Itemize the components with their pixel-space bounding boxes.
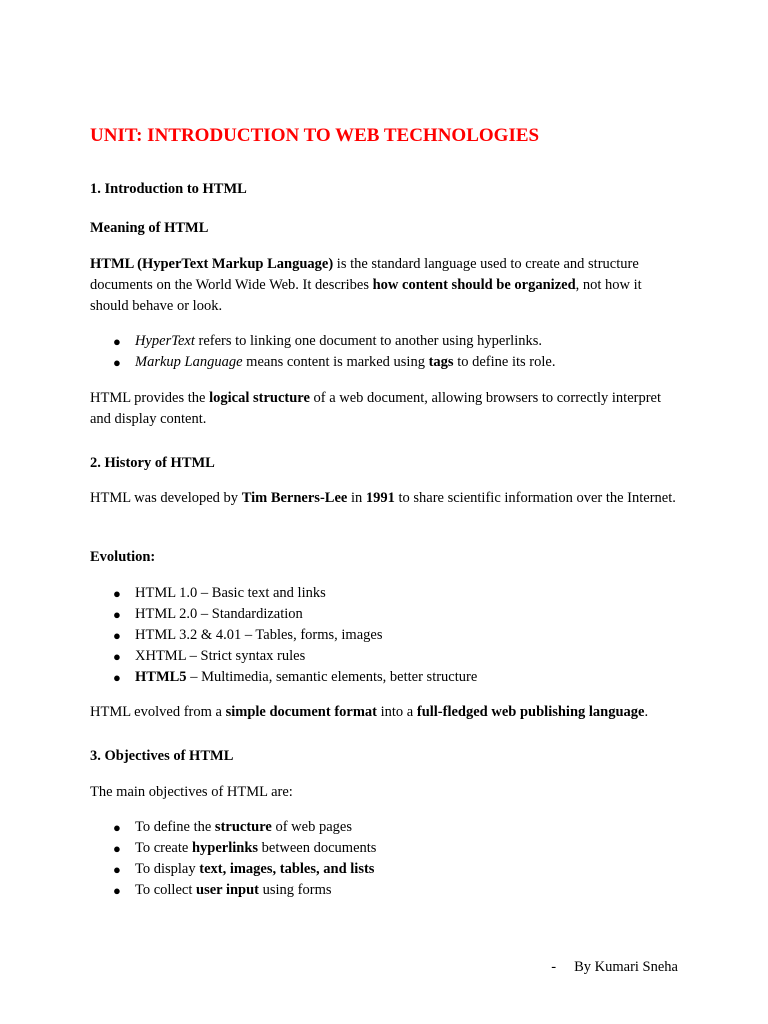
text-run: – Multimedia, semantic elements, better structure <box>186 669 478 685</box>
list-item <box>90 583 680 604</box>
list-item <box>90 838 680 859</box>
section-3-intro: The main objectives of HTML are: <box>90 784 293 800</box>
text-run: of web pages <box>271 819 352 835</box>
list-item <box>90 625 680 646</box>
text-run: , not how it should behave or look. <box>90 277 642 314</box>
text-run: To display <box>135 861 200 877</box>
list-item <box>90 880 680 901</box>
bold-term: tags <box>428 354 454 370</box>
text-run: . <box>644 704 649 720</box>
text-run: to share scientific information over the Internet. <box>394 490 676 506</box>
list-item <box>90 646 680 667</box>
bullet-icon: ● <box>113 355 121 370</box>
section-2-heading: 2. History of HTML <box>90 455 215 471</box>
text-run: HTML 2.0 – Standardization <box>135 606 303 622</box>
text-run: between documents <box>258 840 377 856</box>
text-run: using forms <box>259 882 332 898</box>
bullet-icon: ● <box>113 628 121 643</box>
bold-term: full-fledged web publishing language <box>416 704 645 720</box>
evolution-heading: Evolution: <box>90 549 156 565</box>
bold-term: HTML5 <box>135 669 187 685</box>
bold-term: how content should be organized <box>372 277 576 293</box>
bold-term: user input <box>196 882 259 898</box>
bullet-icon: ● <box>113 586 121 601</box>
section-2-paragraph-1 <box>90 488 680 509</box>
bullet-icon: ● <box>113 334 121 349</box>
list-item <box>90 859 680 880</box>
bold-term: simple document format <box>225 704 377 720</box>
text-run: into a <box>376 704 417 720</box>
text-run: means content is marked using <box>242 354 429 370</box>
author-name: By Kumari Sneha <box>574 959 678 975</box>
text-run: To create <box>135 840 192 856</box>
bold-term: hyperlinks <box>191 840 259 856</box>
bullet-icon: ● <box>113 649 121 664</box>
italic-term: Markup Language <box>135 354 243 370</box>
bold-term: text, images, tables, and lists <box>199 861 375 877</box>
list-item <box>90 667 680 688</box>
text-run: HTML was developed by <box>90 490 242 506</box>
bullet-icon: ● <box>113 883 121 898</box>
document-title: UNIT: INTRODUCTION TO WEB TECHNOLOGIES <box>90 125 540 146</box>
italic-term: HyperText <box>135 333 195 349</box>
section-1-bullet-list <box>90 331 680 373</box>
text-run: refers to linking one document to another using hyperlinks. <box>194 333 542 349</box>
footer-author <box>551 957 678 978</box>
section-2-paragraph-2 <box>90 702 680 723</box>
evolution-list <box>90 583 680 688</box>
section-1-paragraph-2 <box>90 388 680 430</box>
bold-term: Tim Berners-Lee <box>241 490 348 506</box>
section-1-subheading: Meaning of HTML <box>90 220 209 236</box>
text-run: XHTML – Strict syntax rules <box>135 648 306 664</box>
bold-term: structure <box>214 819 272 835</box>
text-run: To collect <box>135 882 196 898</box>
bullet-icon: ● <box>113 607 121 622</box>
list-item <box>90 352 680 373</box>
text-run: to define its role. <box>453 354 556 370</box>
bold-term: HTML (HyperText Markup Language) <box>90 256 334 272</box>
text-run: HTML evolved from a <box>90 704 226 720</box>
text-run: HTML 1.0 – Basic text and links <box>135 585 326 601</box>
list-item <box>90 331 680 352</box>
bullet-icon: ● <box>113 820 121 835</box>
text-run: in <box>347 490 366 506</box>
bullet-icon: ● <box>113 862 121 877</box>
bold-term: 1991 <box>365 490 395 506</box>
bullet-icon: ● <box>113 841 121 856</box>
section-1-heading: 1. Introduction to HTML <box>90 181 247 197</box>
section-3-heading: 3. Objectives of HTML <box>90 748 234 764</box>
list-item <box>90 604 680 625</box>
text-run: To define the <box>135 819 215 835</box>
bullet-icon: ● <box>113 670 121 685</box>
footer-dash: - <box>551 959 557 975</box>
section-1-paragraph-1 <box>90 254 680 317</box>
text-run: HTML provides the <box>90 390 210 406</box>
list-item <box>90 817 680 838</box>
text-run: is the standard language used to create and structure documents on the World Wide Web. It describes <box>90 256 639 293</box>
text-run: of a web document, allowing browsers to correctly interpret and display content. <box>90 390 661 427</box>
objectives-list <box>90 817 680 901</box>
bold-term: logical structure <box>209 390 310 406</box>
text-run: HTML 3.2 & 4.01 – Tables, forms, images <box>135 627 383 643</box>
